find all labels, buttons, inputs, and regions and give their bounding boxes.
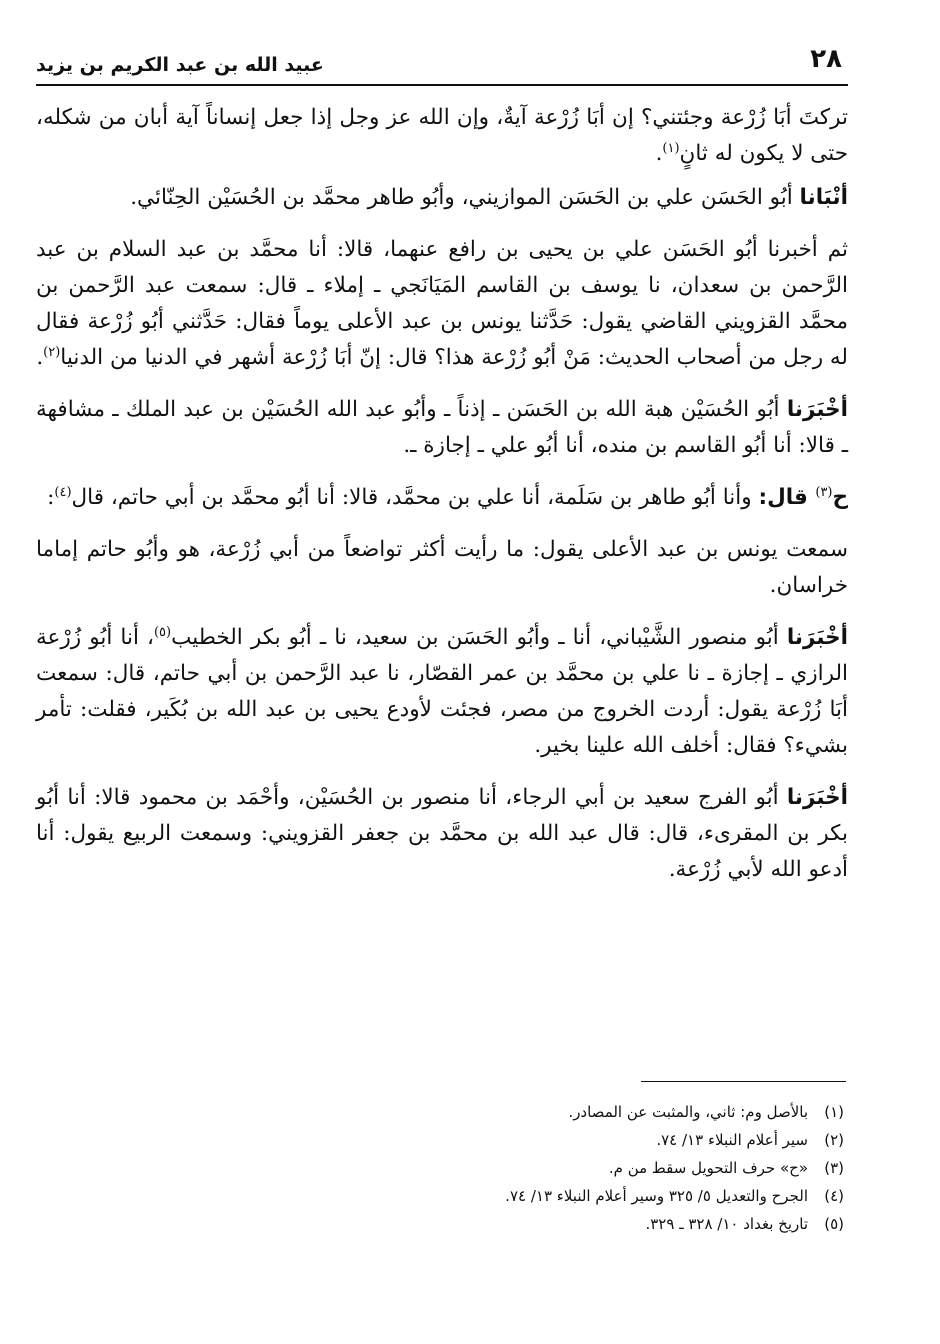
paragraph-tail: . <box>655 141 663 166</box>
paragraph-text: أبُو الحُسَيْن هبة الله بن الحَسَن ـ إذناً ـ وأبُو عبد الله الحُسَيْن بن عبد الملك ـ مشافهة ـ قالا: أنا أبُو القاسم بن منده، أنا أبُو علي ـ إجازة ـ. <box>36 397 848 458</box>
paragraph-text: أبُو الفرج سعيد بن أبي الرجاء، أنا منصور بن الحُسَيْن، وأحْمَد بن محمود قالا: أنا أبُو بكر بن المقرىء، قال: قال عبد الله بن محمَّد بن جعفر القزويني: وسمعت الربيع يقول: أنا أدعو الله لأبي زُرْعة. <box>36 785 848 882</box>
page-header <box>36 44 848 86</box>
main-text <box>36 100 848 904</box>
footnote-ref: (٢) <box>43 344 61 360</box>
footnote-ref: (٥) <box>153 624 172 640</box>
paragraph-tail: : <box>47 485 55 510</box>
footnote-ref: (٤) <box>54 484 72 500</box>
footnote-text: سير أعلام النبلاء ١٣/ ٧٤. <box>656 1131 808 1149</box>
paragraph <box>36 100 848 172</box>
footnote-ref: (٣) <box>815 484 833 500</box>
page-number: ٢٨ <box>810 44 842 74</box>
paragraph-lead-word: أخْبَرَنا <box>786 625 848 650</box>
paragraph <box>36 180 848 216</box>
footnote-number: (٣) <box>824 1159 844 1177</box>
paragraph-text: وأنا أبُو طاهر بن سَلَمة، أنا علي بن محمَّد، قالا: أنا أبُو محمَّد بن أبي حاتم، قال <box>71 485 759 510</box>
footnote <box>124 1210 844 1238</box>
footnote <box>124 1182 844 1210</box>
paragraph-text: سمعت يونس بن عبد الأعلى يقول: ما رأيت أكثر تواضعاً من أبي زُرْعة، هو وأبُو حاتم إماما خراسان. <box>36 537 848 598</box>
paragraph-text: أبُو الحَسَن علي بن الحَسَن الموازيني، وأبُو طاهر محمَّد بن الحُسَيْن الحِنّائي. <box>130 185 800 210</box>
paragraph-text: أبُو منصور الشَّيْباني، أنا ـ وأبُو الحَسَن بن سعيد، نا ـ أبُو بكر الخطيب <box>171 625 787 650</box>
footnotes <box>124 1098 844 1238</box>
footnote-text: بالأصل وم: ثاني، والمثبت عن المصادر. <box>568 1103 808 1121</box>
footnote-ref: (١) <box>662 140 680 156</box>
footnote-number: (٥) <box>824 1215 844 1233</box>
paragraph-lead-word: أخْبَرَنا <box>786 397 848 422</box>
running-title: عبيد الله بن عبد الكريم بن يزيد <box>36 54 324 76</box>
paragraph <box>36 392 848 464</box>
footnote-text: الجرح والتعديل ٥/ ٣٢٥ وسير أعلام النبلاء ١٣/ ٧٤. <box>505 1187 808 1205</box>
paragraph-lead-word: أنْبَانا <box>799 185 848 210</box>
footnote-number: (١) <box>824 1103 844 1121</box>
footnote-number: (٤) <box>824 1187 844 1205</box>
paragraph-text: ثم أخبرنا أبُو الحَسَن علي بن يحيى بن رافع عنهما، قالا: أنا محمَّد بن عبد السلام بن عبد الرَّحمن بن سعدان، نا يوسف بن القاسم المَيَانَجي ـ إملاء ـ قال: سمعت عبد الرَّحمن بن محمَّد القزويني القاضي يقول: حَدَّثنا يونس بن عبد الأعلى يوماً فقال: حَدَّثني أبُو زُرْعة فقال له رجل من أصحاب الحديث: مَنْ أبُو زُرْعة هذا؟ قال: إنّ أبَا زُرْعة أشهر في الدنيا من الدنيا <box>36 237 848 370</box>
footnote-text: «ح» حرف التحويل سقط من م. <box>608 1159 808 1177</box>
paragraph-text: تركتَ أبَا زُرْعة وجئتني؟ إن أبَا زُرْعة آيةٌ، وإن الله عز وجل إذا جعل إنساناً آية أبان من شكله، حتى لا يكون له ثانٍ <box>36 105 849 166</box>
paragraph <box>36 232 848 376</box>
footnote <box>124 1098 844 1126</box>
paragraph <box>36 532 848 604</box>
footnote-text: تاريخ بغداد ١٠/ ٣٢٨ ـ ٣٢٩. <box>645 1215 808 1233</box>
paragraph <box>36 480 848 516</box>
paragraph-tail: . <box>36 345 44 370</box>
paragraph-tail: ، أنا أبُو زُرْعة الرازي ـ إجازة ـ نا علي بن محمَّد بن عمر القصّار، نا عبد الرَّحمن بن أبي حاتم، قال: سمعت أبَا زُرْعة يقول: أردت الخروج من مصر، فجئت لأودع يحيى بن عبد الله بن بُكَير، فقلت: تأمر بشيء؟ فقال: أخلف الله علينا بخير. <box>36 625 848 758</box>
footnote <box>124 1126 844 1154</box>
paragraph-lead-word: أخْبَرَنا <box>786 785 848 810</box>
paragraph-lead-word: قال: <box>758 485 816 510</box>
paragraph-lead-word: ح <box>832 485 848 510</box>
footnote-divider <box>641 1081 846 1082</box>
paragraph <box>36 620 848 764</box>
footnote <box>124 1154 844 1182</box>
paragraph <box>36 780 848 888</box>
footnote-number: (٢) <box>824 1131 844 1149</box>
